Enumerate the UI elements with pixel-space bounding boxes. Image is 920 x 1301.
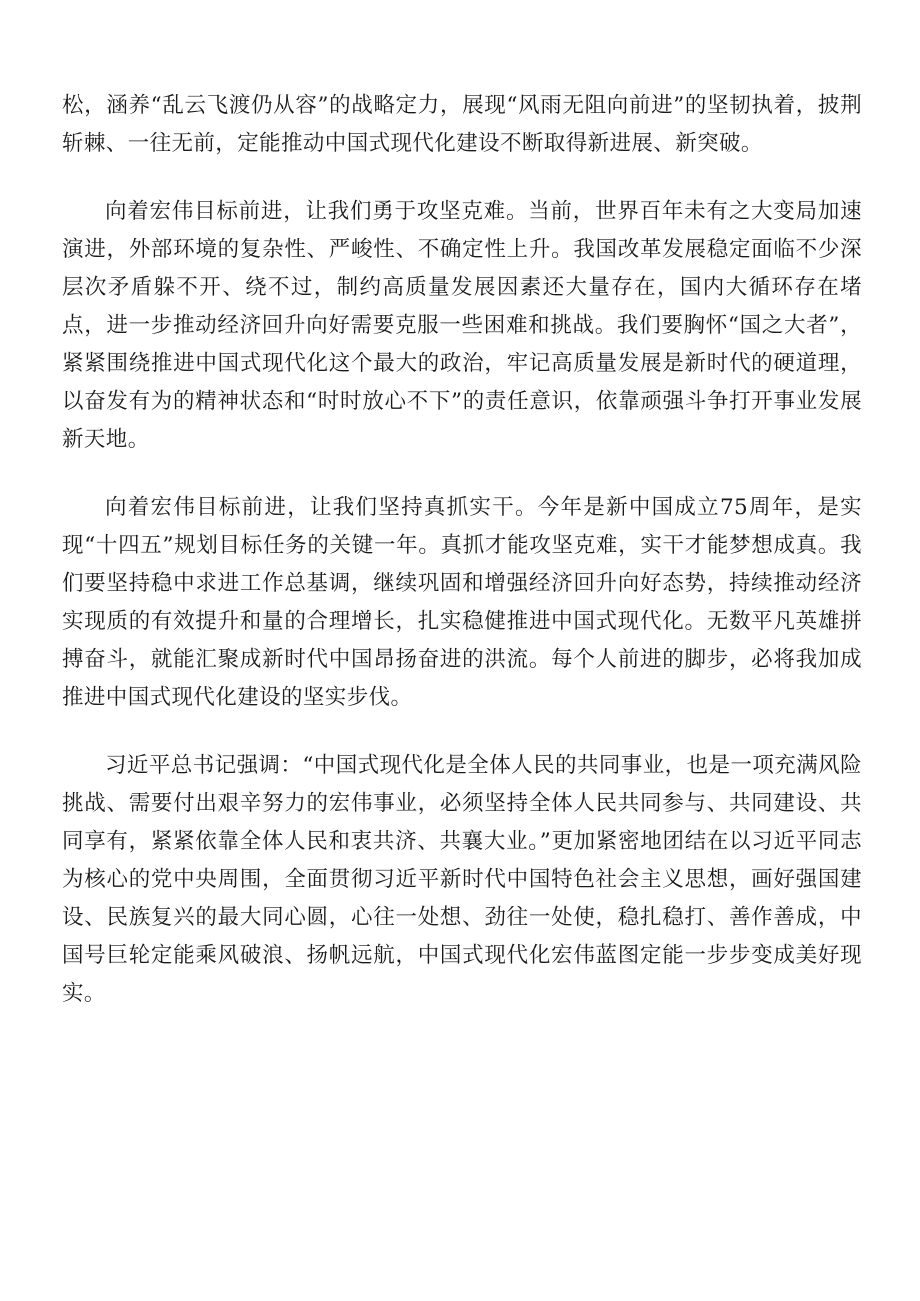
paragraph-quote: 习近平总书记强调：“中国式现代化是全体人民的共同事业，也是一项充满风险挑战、需要付出艰辛努力的宏伟事业，必须坚持全体人民共同参与、共同建设、共同享有，紧紧依靠全体人民和衷共济、共襄大业。”更加紧密地团结在以习近平同志为核心的党中央周围，全面贯彻习近平新时代中国特色社会主义思想，画好强国建设、民族复兴的最大同心圆，心往一处想、劲往一处使，稳扎稳打、善作善成，中国号巨轮定能乘风破浪、扬帆远航，中国式现代化宏伟蓝图定能一步步变成美好现实。: [62, 753, 862, 1006]
paragraph-hard-work: 向着宏伟目标前进，让我们坚持真抓实干。今年是新中国成立75周年，是实现“十四五”规划目标任务的关键一年。真抓才能攻坚克难，实干才能梦想成真。我们要坚持稳中求进工作总基调，继续巩固和增强经济回升向好态势，持续推动经济实现质的有效提升和量的合理增长，扎实稳健推进中国式现代化。无数平凡英雄拼搏奋斗，就能汇聚成新时代中国昂扬奋进的洪流。每个人前进的脚步，必将我加成推进中国式现代化建设的坚实步伐。: [62, 495, 862, 710]
document-page: [62, 87, 862, 1043]
paragraph-continued: 松，涵养“乱云飞渡仍从容”的战略定力，展现“风雨无阻向前进”的坚韧执着，披荆斩棘、一往无前，定能推动中国式现代化建设不断取得新进展、新突破。: [62, 93, 862, 156]
paragraph-overcome-difficulties: 向着宏伟目标前进，让我们勇于攻坚克难。当前，世界百年未有之大变局加速演进，外部环境的复杂性、严峻性、不确定性上升。我国改革发展稳定面临不少深层次矛盾躲不开、绕不过，制约高质量发展因素还大量存在，国内大循环存在堵点，进一步推动经济回升向好需要克服一些困难和挑战。我们要胸怀“国之大者”，紧紧围绕推进中国式现代化这个最大的政治，牢记高质量发展是新时代的硬道理，以奋发有为的精神状态和“时时放心不下”的责任意识，依靠顽强斗争打开事业发展新天地。: [62, 199, 862, 452]
